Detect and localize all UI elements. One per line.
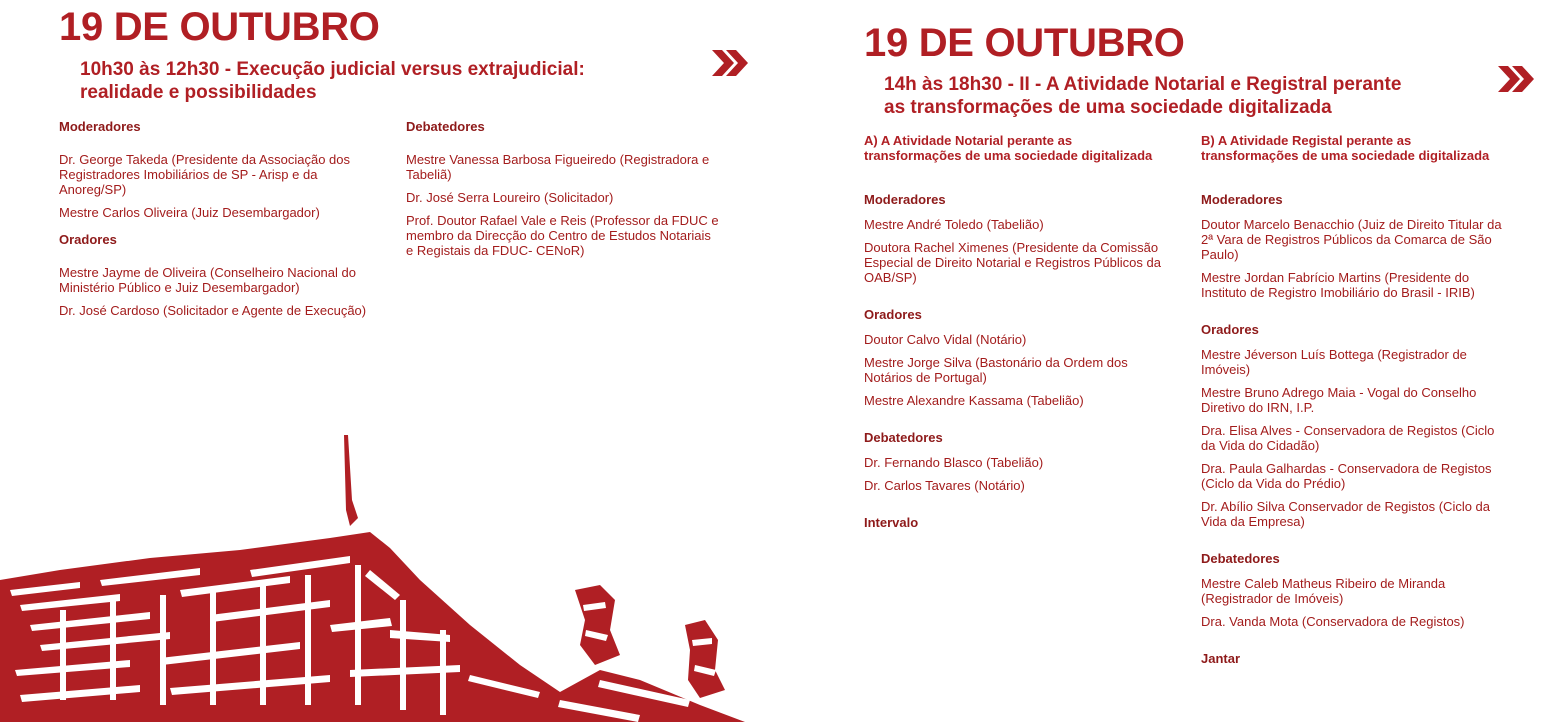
right-session-title-line2: as transformações de uma sociedade digitalizada: [884, 97, 1332, 118]
column-b-moderadores-heading: Moderadores: [1201, 192, 1283, 207]
jantar-label: Jantar: [1201, 651, 1241, 666]
left-debatedores-heading: Debatedores: [406, 119, 485, 134]
left-moderador-item: Mestre Carlos Oliveira (Juiz Desembargador): [59, 205, 320, 220]
column-a-oradores-heading: Oradores: [864, 307, 922, 322]
left-debatedor-item: Mestre Vanessa Barbosa Figueiredo (Registradora e Tabeliã): [406, 152, 710, 182]
column-a-moderador-item: Doutora Rachel Ximenes (Presidente da Comissão Especial de Direito Notarial e Registros Públicos da OAB/SP): [864, 240, 1161, 285]
right-column-a: [864, 133, 1164, 540]
right-date-heading: 19 DE OUTUBRO: [864, 21, 1185, 65]
column-b-moderador-item: Doutor Marcelo Benacchio (Juiz de Direito Titular da 2ª Vara de Registros Públicos da Comarca de São Paulo): [1201, 217, 1502, 262]
left-debatedor-item: Dr. José Serra Loureiro (Solicitador): [406, 190, 614, 205]
intervalo-label: Intervalo: [864, 515, 919, 530]
left-moderador-item: Dr. George Takeda (Presidente da Associação dos Registradores Imobiliários de SP - Arisp e da Anoreg/SP): [59, 152, 350, 197]
double-chevron-right-icon: [1496, 64, 1536, 94]
column-b-orador-item: Mestre Bruno Adrego Maia - Vogal do Conselho Diretivo do IRN, I.P.: [1201, 385, 1477, 415]
column-a-subtitle: A) A Atividade Notarial perante as transformações de uma sociedade digitalizada: [864, 133, 1153, 163]
column-b-debatedores-heading: Debatedores: [1201, 551, 1280, 566]
right-column-b: [1201, 133, 1506, 676]
left-debatedor-item: Prof. Doutor Rafael Vale e Reis (Professor da FDUC e membro da Direcção do Centro de Estudos Notariais e Registais da FDUC- CENoR): [406, 213, 719, 258]
left-session-title-line1: 10h30 às 12h30 - Execução judicial versus extrajudicial:: [80, 59, 585, 80]
column-b-orador-item: Dr. Abílio Silva Conservador de Registos (Ciclo da Vida da Empresa): [1201, 499, 1491, 529]
left-column-2: [406, 119, 721, 266]
column-a-orador-item: Mestre Alexandre Kassama (Tabelião): [864, 393, 1084, 408]
column-b-oradores-heading: Oradores: [1201, 322, 1259, 337]
column-b-subtitle: B) A Atividade Registal perante as transformações de uma sociedade digitalizada: [1201, 133, 1490, 163]
column-a-moderadores-heading: Moderadores: [864, 192, 946, 207]
left-column-1: [59, 119, 369, 326]
column-a-orador-item: Doutor Calvo Vidal (Notário): [864, 332, 1027, 347]
left-session-title-line2: realidade e possibilidades: [80, 82, 317, 103]
column-a-debatedor-item: Dr. Fernando Blasco (Tabelião): [864, 455, 1044, 470]
left-oradores-heading: Oradores: [59, 232, 117, 247]
column-b-orador-item: Dra. Elisa Alves - Conservadora de Registos (Ciclo da Vida do Cidadão): [1201, 423, 1495, 453]
left-orador-item: Dr. José Cardoso (Solicitador e Agente de Execução): [59, 303, 367, 318]
right-session-title: [884, 73, 1484, 119]
right-session-title-line1: 14h às 18h30 - II - A Atividade Notarial e Registral perante: [884, 74, 1402, 95]
right-panel: [785, 0, 1565, 722]
column-a-moderador-item: Mestre André Toledo (Tabelião): [864, 217, 1044, 232]
double-chevron-right-icon: [710, 48, 750, 78]
column-a-debatedor-item: Dr. Carlos Tavares (Notário): [864, 478, 1025, 493]
left-moderadores-heading: Moderadores: [59, 119, 141, 134]
column-a-debatedores-heading: Debatedores: [864, 430, 943, 445]
left-session-title: [80, 58, 700, 104]
left-panel: [0, 0, 780, 722]
column-b-moderador-item: Mestre Jordan Fabrício Martins (Presidente do Instituto de Registro Imobiliário do Brasil - IRIB): [1201, 270, 1475, 300]
column-b-orador-item: Mestre Jéverson Luís Bottega (Registrador de Imóveis): [1201, 347, 1467, 377]
column-b-debatedor-item: Mestre Caleb Matheus Ribeiro de Miranda (Registrador de Imóveis): [1201, 576, 1446, 606]
column-b-debatedor-item: Dra. Vanda Mota (Conservadora de Registos): [1201, 614, 1465, 629]
building-illustration: [0, 430, 750, 722]
column-a-orador-item: Mestre Jorge Silva (Bastonário da Ordem dos Notários de Portugal): [864, 355, 1128, 385]
column-b-orador-item: Dra. Paula Galhardas - Conservadora de Registos (Ciclo da Vida do Prédio): [1201, 461, 1492, 491]
left-orador-item: Mestre Jayme de Oliveira (Conselheiro Nacional do Ministério Público e Juiz Desembargador): [59, 265, 356, 295]
left-date-heading: 19 DE OUTUBRO: [59, 5, 380, 49]
